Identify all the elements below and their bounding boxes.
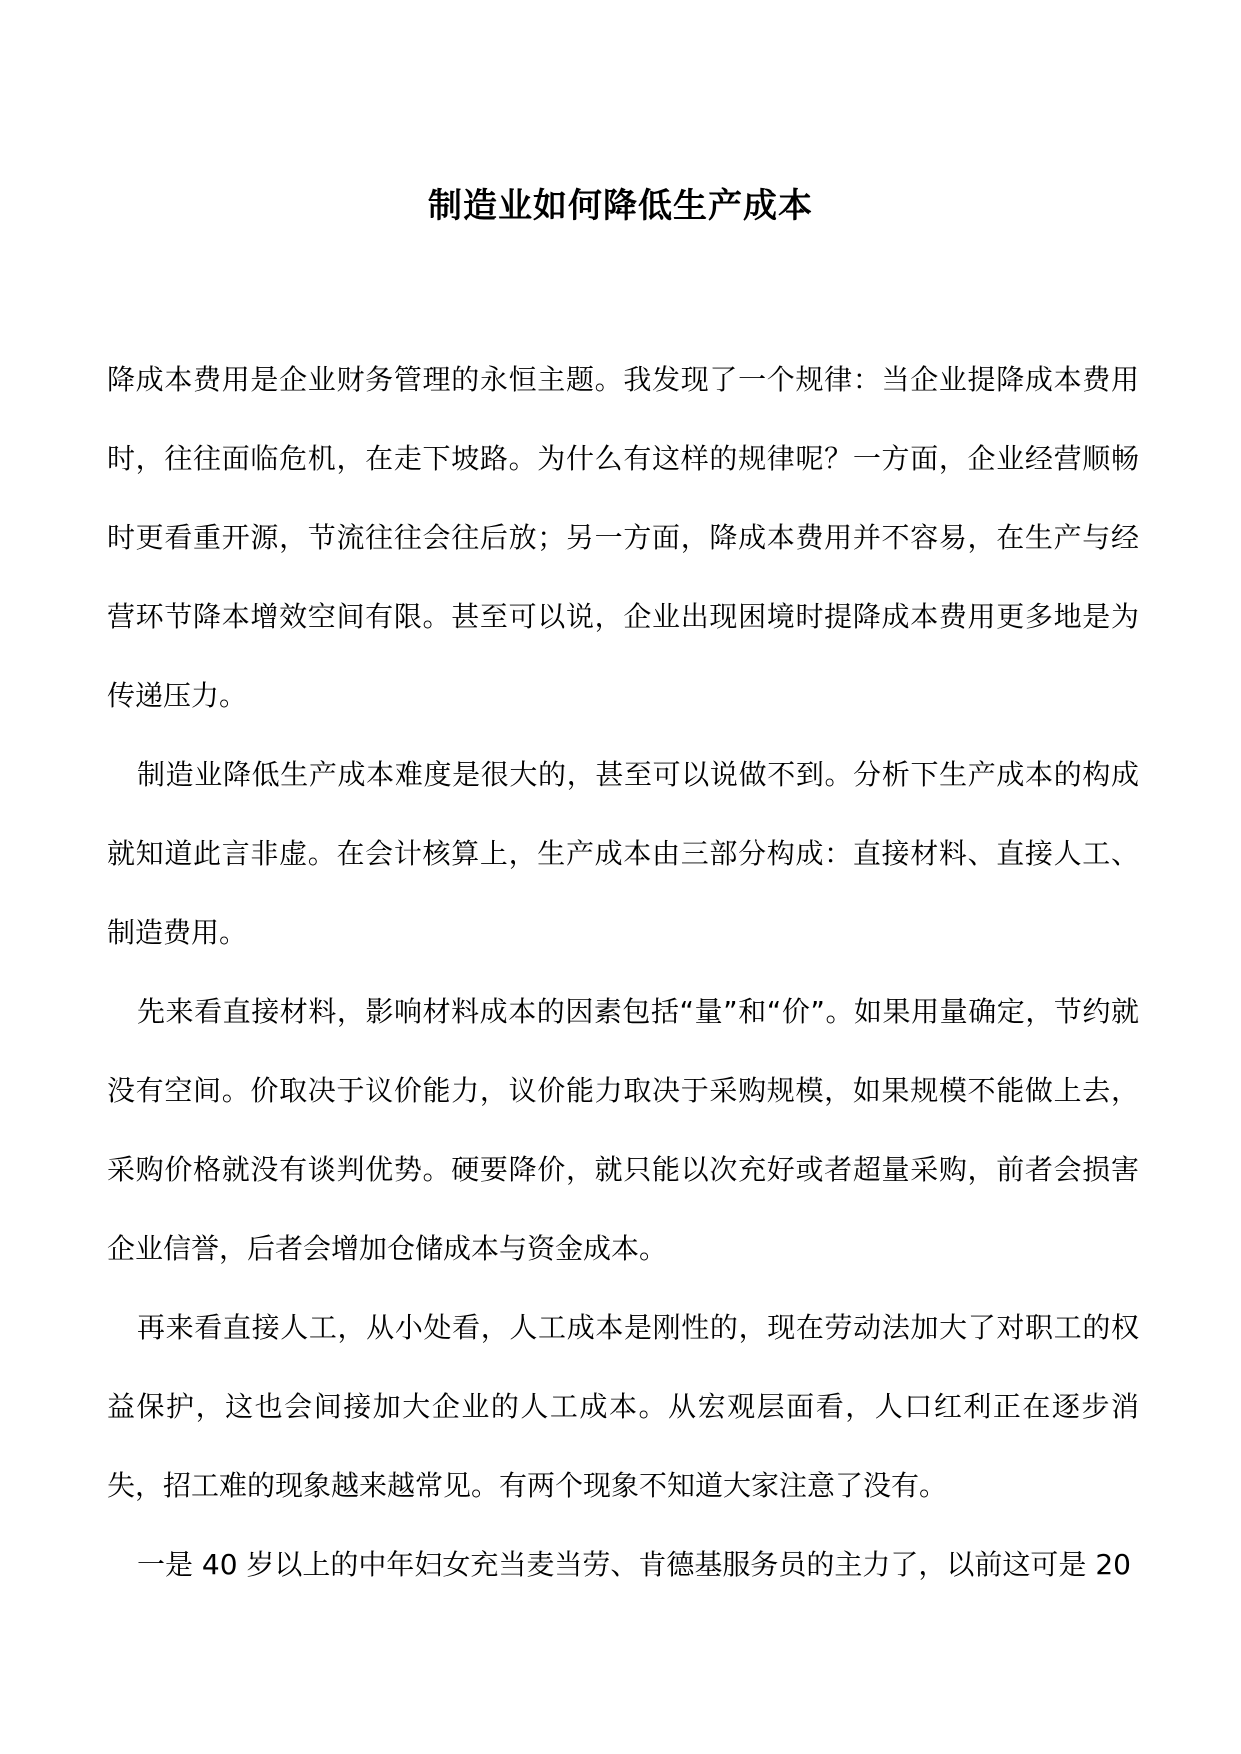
document-body: [107, 340, 1139, 1604]
paragraph-3: 先来看直接材料，影响材料成本的因素包括“量”和“价”。如果用量确定，节约就没有空间。价取决于议价能力，议价能力取决于采购规模，如果规模不能做上去，采购价格就没有谈判优势。硬要降价，就只能以次充好或者超量采购，前者会损害企业信誉，后者会增加仓储成本与资金成本。: [107, 995, 1139, 1265]
paragraph-1: 降成本费用是企业财务管理的永恒主题。我发现了一个规律：当企业提降成本费用时，往往面临危机，在走下坡路。为什么有这样的规律呢？一方面，企业经营顺畅时更看重开源，节流往往会往后放；另一方面，降成本费用并不容易，在生产与经营环节降本增效空间有限。甚至可以说，企业出现困境时提降成本费用更多地是为传递压力。: [107, 363, 1139, 712]
paragraph-4: 再来看直接人工，从小处看，人工成本是刚性的，现在劳动法加大了对职工的权益保护，这也会间接加大企业的人工成本。从宏观层面看，人口红利正在逐步消失，招工难的现象越来越常见。有两个现象不知道大家注意了没有。: [107, 1311, 1139, 1502]
paragraph-2: 制造业降低生产成本难度是很大的，甚至可以说做不到。分析下生产成本的构成就知道此言非虚。在会计核算上，生产成本由三部分构成：直接材料、直接人工、制造费用。: [107, 758, 1139, 949]
paragraph-5: 一是 40 岁以上的中年妇女充当麦当劳、肯德基服务员的主力了，以前这可是 20: [137, 1548, 1131, 1581]
document-title: 制造业如何降低生产成本: [428, 185, 813, 226]
